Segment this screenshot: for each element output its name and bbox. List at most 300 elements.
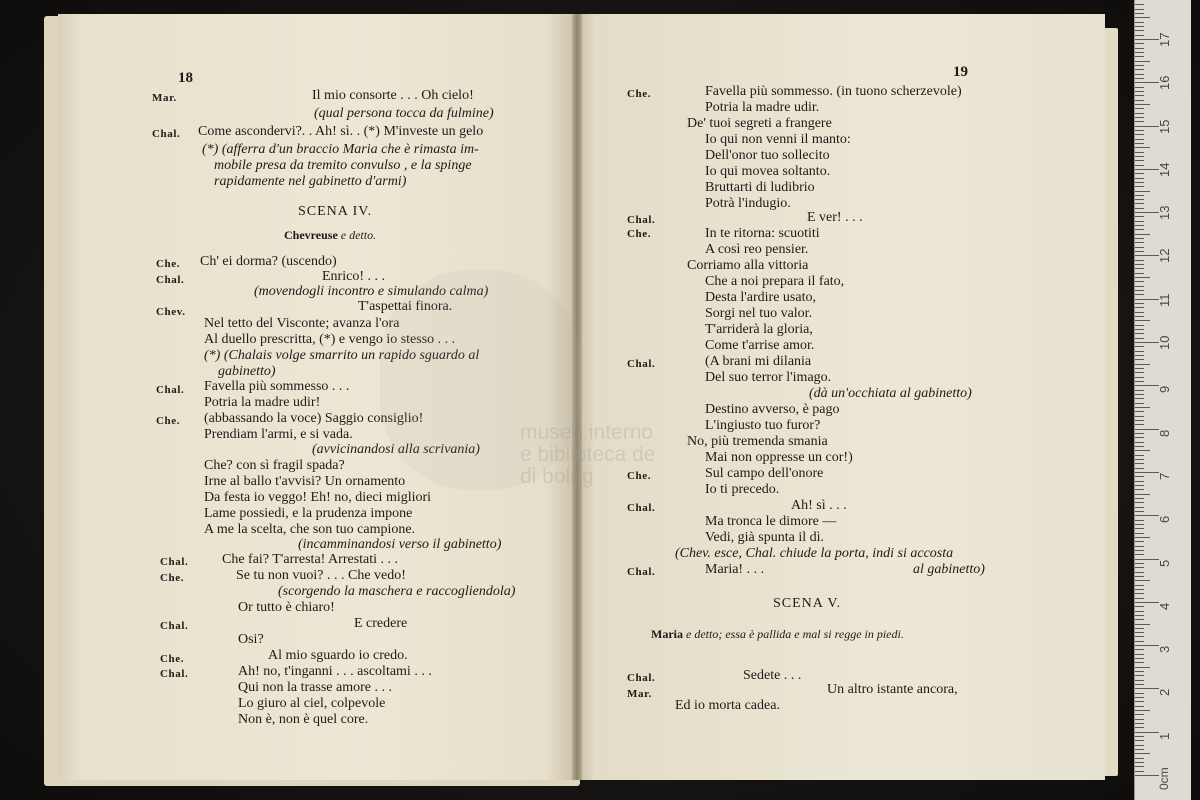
stage-direction: (qual persona tocca da fulmine): [314, 106, 494, 121]
scene-title: SCENA IV.: [298, 204, 373, 219]
ruler-tick: [1135, 30, 1144, 31]
ruler-tick: [1135, 178, 1144, 179]
ruler-tick: [1135, 65, 1144, 66]
ruler-tick: [1135, 515, 1159, 516]
ruler-tick: [1135, 216, 1144, 217]
ruler-tick: [1135, 355, 1144, 356]
ruler-tick: [1135, 390, 1144, 391]
ruler-tick: [1135, 273, 1144, 274]
ruler-tick: [1135, 212, 1159, 213]
speaker: Chal.: [156, 384, 185, 396]
verse-line: Sorgi nel tuo valor.: [705, 306, 813, 321]
ruler-tick: [1135, 126, 1159, 127]
ruler-tick: [1135, 476, 1144, 477]
ruler-tick: [1135, 507, 1144, 508]
verse-line: L'ingiusto tuo furor?: [705, 418, 821, 433]
ruler-tick: [1135, 554, 1144, 555]
ruler-tick: [1135, 524, 1144, 525]
verse-line: De' tuoi segreti a frangere: [687, 116, 832, 131]
verse-line: (abbassando la voce) Saggio consiglio!: [204, 411, 424, 426]
ruler-tick: [1135, 251, 1144, 252]
ruler-number: 13: [1157, 205, 1172, 221]
verse-line: Come ascondervi?. . Ah! sì. . (*) M'investe un gelo: [198, 124, 484, 139]
speaker: Che.: [160, 653, 185, 665]
ruler-tick: [1135, 364, 1150, 365]
ruler-tick: [1135, 342, 1159, 343]
speaker: Chal.: [627, 214, 656, 226]
ruler-tick: [1135, 736, 1144, 737]
ruler-tick: [1135, 662, 1144, 663]
verse-line: Del suo terror l'imago.: [705, 370, 832, 385]
stage-direction: (incamminandosi verso il gabinetto): [298, 537, 502, 552]
ruler-tick: [1135, 121, 1144, 122]
ruler-tick: [1135, 411, 1144, 412]
speaker: Chal.: [627, 672, 656, 684]
verse-line: Or tutto è chiaro!: [238, 600, 335, 615]
ruler-tick: [1135, 753, 1150, 754]
stage-direction: (dà un'occhiata al gabinetto): [809, 386, 972, 401]
ruler-tick: [1135, 485, 1144, 486]
scene-title: SCENA V.: [773, 596, 842, 611]
stage-direction: gabinetto): [218, 364, 276, 379]
ruler-tick: [1135, 165, 1144, 166]
ruler-tick: [1135, 680, 1144, 681]
ruler-unit: 0cm: [1157, 767, 1171, 790]
verse-line: Potria la madre udir.: [705, 100, 820, 115]
ruler-tick: [1135, 191, 1150, 192]
ruler-tick: [1135, 82, 1159, 83]
ruler-tick: [1135, 606, 1144, 607]
watermark-line: museo interno: [520, 421, 654, 444]
verse-line: Nel tetto del Visconte; avanza l'ora: [204, 316, 400, 331]
stage-direction: (movendogli incontro e simulando calma): [254, 284, 489, 299]
verse-line: Da festa io veggo! Eh! no, dieci migliori: [204, 490, 432, 505]
verse-line: Io qui non venni il manto:: [705, 132, 851, 147]
ruler-tick: [1135, 22, 1144, 23]
ruler-tick: [1135, 684, 1144, 685]
ruler-tick: [1135, 489, 1144, 490]
verse-line: (A brani mi dilania: [705, 354, 812, 369]
ruler-tick: [1135, 13, 1144, 14]
stage-direction: (Chev. esce, Chal. chiude la porta, indi si accosta: [675, 546, 954, 561]
ruler-number: 17: [1157, 32, 1172, 47]
ruler-tick: [1135, 511, 1144, 512]
ruler-tick: [1135, 264, 1144, 265]
ruler-tick: [1135, 104, 1150, 105]
ruler-tick: [1135, 502, 1144, 503]
verse-line: Lame possiedi, e la prudenza impone: [204, 506, 413, 521]
ruler-tick: [1135, 550, 1144, 551]
ruler-tick: [1135, 139, 1144, 140]
ruler-tick: [1135, 9, 1144, 10]
speaker: Chal.: [156, 274, 185, 286]
ruler-tick: [1135, 589, 1144, 590]
ruler-tick: [1135, 247, 1144, 248]
verse-line: A così reo pensier.: [705, 242, 809, 257]
ruler-tick: [1135, 433, 1144, 434]
ruler-number: 15: [1157, 119, 1172, 134]
measuring-ruler: [1134, 0, 1191, 800]
scene-rest: e detto; essa è pallida e mal si regge in piedi.: [686, 627, 904, 641]
ruler-tick: [1135, 333, 1144, 334]
ruler-tick: [1135, 56, 1144, 57]
verse-line: Se tu non vuoi? . . . Che vedo!: [236, 568, 406, 583]
ruler-tick: [1135, 572, 1144, 573]
scene-subtitle: [651, 627, 904, 642]
verse-line: A me la scelta, che son tuo campione.: [204, 522, 416, 537]
speaker: Chal.: [152, 128, 181, 140]
ruler-tick: [1135, 381, 1144, 382]
ruler-number: 9: [1157, 386, 1172, 394]
ruler-tick: [1135, 671, 1144, 672]
ruler-tick: [1135, 745, 1144, 746]
ruler-tick: [1135, 35, 1144, 36]
verse-line: Io qui movea soltanto.: [705, 164, 831, 179]
ruler-tick: [1135, 338, 1144, 339]
verse-line: Ah! no, t'inganni . . . ascoltami . . .: [238, 664, 432, 679]
ruler-tick: [1135, 234, 1150, 235]
ruler-tick: [1135, 113, 1144, 114]
verse-line: Potrà l'indugio.: [705, 196, 791, 211]
speaker: Chal.: [627, 358, 656, 370]
speaker: Mar.: [627, 688, 652, 700]
ruler-tick: [1135, 602, 1159, 603]
verse-line: E credere: [354, 616, 408, 631]
ruler-tick: [1135, 567, 1144, 568]
ruler-tick: [1135, 563, 1144, 564]
stage-direction: (*) (Chalais volge smarrito un rapido sguardo al: [204, 348, 480, 363]
ruler-tick: [1135, 221, 1144, 222]
ruler-tick: [1135, 385, 1159, 386]
ruler-number: 5: [1157, 559, 1172, 567]
ruler-tick: [1135, 372, 1144, 373]
ruler-tick: [1135, 195, 1144, 196]
ruler-tick: [1135, 152, 1144, 153]
ruler-tick: [1135, 208, 1144, 209]
ruler-tick: [1135, 100, 1144, 101]
ruler-tick: [1135, 238, 1144, 239]
ruler-tick: [1135, 593, 1144, 594]
watermark-text: [520, 422, 655, 488]
verse-line: Ah! sì . . .: [791, 498, 847, 513]
ruler-tick: [1135, 398, 1144, 399]
ruler-tick: [1135, 255, 1159, 256]
ruler-tick: [1135, 541, 1144, 542]
ruler-tick: [1135, 299, 1159, 300]
verse-line: T'aspettai finora.: [358, 299, 453, 314]
ruler-tick: [1135, 203, 1144, 204]
ruler-tick: [1135, 346, 1144, 347]
speaker: Chal.: [627, 502, 656, 514]
ruler-tick: [1135, 130, 1144, 131]
ruler-tick: [1135, 658, 1144, 659]
page-number: 18: [178, 70, 193, 86]
ruler-tick: [1135, 688, 1159, 689]
ruler-tick: [1135, 368, 1144, 369]
ruler-tick: [1135, 186, 1144, 187]
ruler-tick: [1135, 61, 1150, 62]
ruler-tick: [1135, 260, 1144, 261]
ruler-tick: [1135, 611, 1144, 612]
ruler-tick: [1135, 95, 1144, 96]
ruler-tick: [1135, 463, 1144, 464]
verse-line: Lo giuro al ciel, colpevole: [238, 696, 386, 711]
ruler-tick: [1135, 429, 1159, 430]
ruler-tick: [1135, 17, 1150, 18]
speaker: Chal.: [160, 668, 189, 680]
ruler-tick: [1135, 316, 1144, 317]
ruler-tick: [1135, 229, 1144, 230]
verse-line: Un altro istante ancora,: [827, 682, 958, 697]
ruler-tick: [1135, 160, 1144, 161]
verse-line: Vedi, già spunta il dì.: [705, 530, 824, 545]
verse-line: Favella più sommesso. (in tuono scherzevole): [705, 84, 962, 99]
ruler-number: 11: [1157, 293, 1172, 307]
verse-line: Come t'arrise amor.: [705, 338, 815, 353]
ruler-tick: [1135, 450, 1150, 451]
verse-line: Sul campo dell'onore: [705, 466, 824, 481]
ruler-number: 7: [1157, 472, 1172, 480]
ruler-tick: [1135, 619, 1144, 620]
ruler-tick: [1135, 624, 1150, 625]
stage-direction: (scorgendo la maschera e raccogliendola): [278, 584, 516, 599]
ruler-tick: [1135, 636, 1144, 637]
scene-subtitle: [284, 228, 376, 243]
ruler-tick: [1135, 312, 1144, 313]
verse-line: Al mio sguardo io credo.: [268, 648, 408, 663]
verse-line: Io ti precedo.: [705, 482, 780, 497]
speaker: Che.: [156, 415, 181, 427]
verse-line: T'arriderà la gloria,: [705, 322, 813, 337]
ruler-tick: [1135, 394, 1144, 395]
verse-line: E ver! . . .: [807, 210, 863, 225]
ruler-tick: [1135, 307, 1144, 308]
ruler-number: 2: [1157, 689, 1172, 697]
ruler-number: 8: [1157, 429, 1172, 437]
ruler-number: 1: [1157, 732, 1172, 740]
ruler-tick: [1135, 719, 1144, 720]
ruler-tick: [1135, 546, 1144, 547]
ruler-tick: [1135, 377, 1144, 378]
verse-line: Potria la madre udir!: [204, 395, 321, 410]
ruler-tick: [1135, 632, 1144, 633]
ruler-tick: [1135, 697, 1144, 698]
ruler-tick: [1135, 48, 1144, 49]
ruler-tick: [1135, 303, 1144, 304]
verse-line: Che a noi prepara il fato,: [705, 274, 845, 289]
ruler-tick: [1135, 693, 1144, 694]
ruler-tick: [1135, 615, 1144, 616]
ruler-tick: [1135, 520, 1144, 521]
ruler-tick: [1135, 320, 1150, 321]
ruler-tick: [1135, 585, 1144, 586]
ruler-tick: [1135, 26, 1144, 27]
ruler-tick: [1135, 268, 1144, 269]
watermark-line: di bolog: [520, 465, 594, 488]
scene-rest: e detto.: [340, 228, 377, 242]
ruler-tick: [1135, 199, 1144, 200]
ruler-tick: [1135, 740, 1144, 741]
ruler-tick: [1135, 52, 1144, 53]
ruler-tick: [1135, 39, 1159, 40]
ruler-tick: [1135, 420, 1144, 421]
ruler-tick: [1135, 628, 1144, 629]
verse-line: Prendiam l'armi, e si vada.: [204, 427, 353, 442]
verse-line: Ed io morta cadea.: [675, 698, 780, 713]
ruler-tick: [1135, 242, 1144, 243]
ruler-number: 12: [1157, 248, 1172, 264]
speaker: Chal.: [160, 620, 189, 632]
ruler-tick: [1135, 117, 1144, 118]
ruler-tick: [1135, 407, 1150, 408]
ruler-tick: [1135, 459, 1144, 460]
verse-line: Il mio consorte . . . Oh cielo!: [312, 88, 474, 103]
ruler-number: 10: [1157, 335, 1172, 350]
ruler-tick: [1135, 498, 1144, 499]
ruler-tick: [1135, 701, 1144, 702]
ruler-number: 6: [1157, 515, 1172, 524]
ruler-tick: [1135, 528, 1144, 529]
ruler-tick: [1135, 156, 1144, 157]
speaker: Chal.: [627, 566, 656, 578]
speaker: Che.: [627, 470, 652, 482]
ruler-number: 3: [1157, 645, 1172, 654]
ruler-tick: [1135, 359, 1144, 360]
ruler-tick: [1135, 437, 1144, 438]
ruler-tick: [1135, 580, 1150, 581]
ruler-tick: [1135, 78, 1144, 79]
scene-character: Maria: [651, 627, 683, 641]
verse-line: No, più tremenda smania: [687, 434, 828, 449]
verse-line: Mai non oppresse un cor!): [705, 450, 853, 465]
scene-character: Chevreuse: [284, 228, 338, 242]
ruler-tick: [1135, 134, 1144, 135]
verse-line: Dell'onor tuo sollecito: [705, 148, 830, 163]
right-page: [577, 14, 1105, 780]
ruler-tick: [1135, 74, 1144, 75]
ruler-tick: [1135, 277, 1150, 278]
stage-direction: rapidamente nel gabinetto d'armi): [214, 174, 407, 189]
ruler-number: 14: [1157, 162, 1172, 177]
speaker: Chev.: [156, 306, 186, 318]
speaker: Che.: [627, 88, 652, 100]
ruler-tick: [1135, 706, 1144, 707]
ruler-tick: [1135, 732, 1159, 733]
ruler-tick: [1135, 69, 1144, 70]
stage-direction: (avvicinandosi alla scrivania): [312, 442, 480, 457]
ruler-tick: [1135, 481, 1144, 482]
ruler-tick: [1135, 403, 1144, 404]
ruler-tick: [1135, 645, 1159, 646]
verse-line: Sedete . . .: [743, 668, 802, 683]
ruler-tick: [1135, 442, 1144, 443]
ruler-tick: [1135, 723, 1144, 724]
ruler-tick: [1135, 771, 1144, 772]
ruler-tick: [1135, 455, 1144, 456]
speaker: Che.: [627, 228, 652, 240]
ruler-tick: [1135, 710, 1150, 711]
ruler-tick: [1135, 576, 1144, 577]
ruler-tick: [1135, 182, 1144, 183]
ruler-tick: [1135, 675, 1144, 676]
ruler-tick: [1135, 290, 1144, 291]
ruler-tick: [1135, 108, 1144, 109]
ruler-tick: [1135, 775, 1159, 776]
verse-line: Non è, non è quel core.: [238, 712, 369, 727]
ruler-tick: [1135, 758, 1144, 759]
ruler-tick: [1135, 281, 1144, 282]
verse-line: Enrico! . . .: [322, 269, 385, 284]
verse-line: Irne al ballo t'avvisi? Un ornamento: [204, 474, 406, 489]
ruler-tick: [1135, 173, 1144, 174]
verse-line: Maria! . . .: [705, 562, 765, 577]
verse-line: In te ritorna: scuotiti: [705, 226, 820, 241]
ruler-tick: [1135, 351, 1144, 352]
ruler-tick: [1135, 329, 1144, 330]
ruler-tick: [1135, 294, 1144, 295]
ruler-tick: [1135, 714, 1144, 715]
ruler-number: 16: [1157, 75, 1172, 91]
verse-line: Qui non la trasse amore . . .: [238, 680, 392, 695]
ruler-tick: [1135, 559, 1159, 560]
ruler-tick: [1135, 43, 1144, 44]
verse-line: Osi?: [238, 632, 264, 647]
verse-line: Al duello prescritta, (*) e vengo io stesso . . .: [204, 332, 456, 347]
ruler-tick: [1135, 727, 1144, 728]
ruler-tick: [1135, 416, 1144, 417]
ruler-tick: [1135, 468, 1144, 469]
ruler-tick: [1135, 143, 1144, 144]
stage-direction: (*) (afferra d'un braccio Maria che è rimasta im-: [202, 142, 479, 157]
verse-line: Ma tronca le dimore —: [705, 514, 837, 529]
ruler-tick: [1135, 537, 1150, 538]
ruler-tick: [1135, 169, 1159, 170]
ruler-tick: [1135, 766, 1144, 767]
verse-line: Che fai? T'arresta! Arrestati . . .: [222, 552, 399, 567]
ruler-tick: [1135, 649, 1144, 650]
watermark-line: e biblioteca de: [520, 443, 656, 466]
verse-line: Desta l'ardire usato,: [705, 290, 816, 305]
ruler-tick: [1135, 654, 1144, 655]
ruler-tick: [1135, 325, 1144, 326]
stage-direction: mobile presa da tremito convulso , e la spinge: [214, 158, 472, 173]
ruler-tick: [1135, 667, 1150, 668]
ruler-tick: [1135, 598, 1144, 599]
ruler-tick: [1135, 494, 1150, 495]
ruler-tick: [1135, 4, 1144, 5]
ruler-tick: [1135, 641, 1144, 642]
ruler-tick: [1135, 424, 1144, 425]
speaker: Chal.: [160, 556, 189, 568]
ruler-number: 4: [1157, 602, 1172, 610]
ruler-tick: [1135, 749, 1144, 750]
verse-line: Favella più sommesso . . .: [204, 379, 350, 394]
ruler-tick: [1135, 533, 1144, 534]
verse-line: Ch' ei dorma? (uscendo): [200, 254, 337, 269]
ruler-tick: [1135, 286, 1144, 287]
speaker: Mar.: [152, 92, 177, 104]
verse-line: Corriamo alla vittoria: [687, 258, 809, 273]
ruler-tick: [1135, 225, 1144, 226]
ruler-tick: [1135, 762, 1144, 763]
stage-direction: al gabinetto): [913, 562, 985, 577]
speaker: Che.: [160, 572, 185, 584]
verse-line: Destino avverso, è pago: [705, 402, 840, 417]
ruler-tick: [1135, 91, 1144, 92]
ruler-tick: [1135, 446, 1144, 447]
speaker: Che.: [156, 258, 181, 270]
verse-line: Che? con sì fragil spada?: [204, 458, 345, 473]
